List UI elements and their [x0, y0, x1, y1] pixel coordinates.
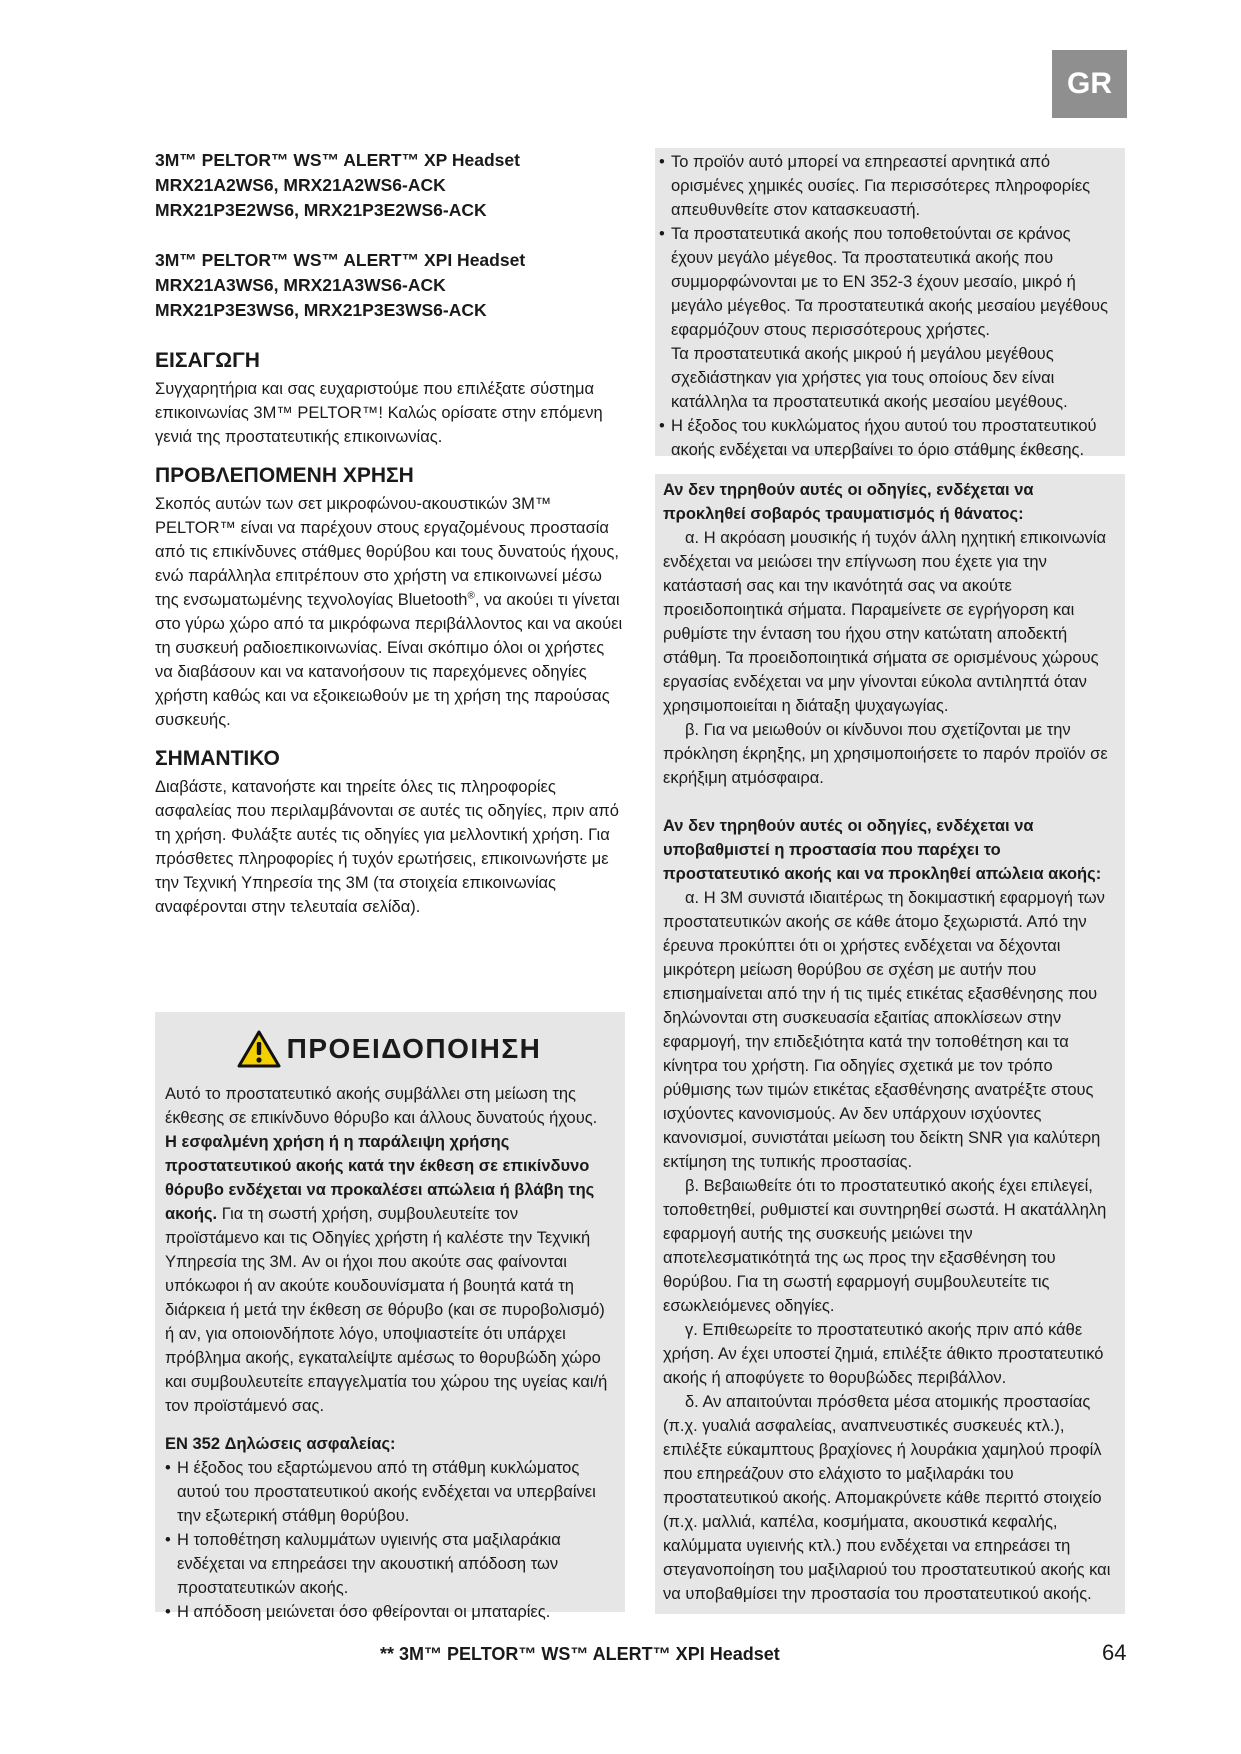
bullet-glyph: •	[165, 1459, 171, 1477]
list-item	[165, 1456, 613, 1528]
instruction-item: β. Για να μειωθούν οι κίνδυνοι που σχετίζονται με την πρόκληση έκρηξης, μη χρησιμοποιήσετε το παρόν προϊόν σε εκρήξιμη ατμόσφαιρα.	[663, 721, 1108, 787]
warning-text-1: Αυτό το προστατευτικό ακοής συμβάλλει στη μείωση της έκθεσης σε επικίνδυνο θόρυβο και άλλους δυνατούς ήχους.	[165, 1085, 598, 1127]
instruction-item: γ. Επιθεωρείτε το προστατευτικό ακοής πριν από κάθε χρήση. Αν έχει υποστεί ζημιά, επιλέξτε άθικτο προστατευτικό ακοής ή αποφύγετε το θορυβώδες περιβάλλον.	[663, 1321, 1104, 1387]
warning-text-2: Για τη σωστή χρήση, συμβουλευτείτε τον προϊστάμενο και τις Οδηγίες χρήστη ή καλέστε την Τεχνική Υπηρεσία της 3M. Αν οι ήχοι που ακούτε σας φαίνονται υπόκωφοι ή αν ακούτε κουδουνίσματα ή βουητά κατά τη διάρκεια ή μετά την έκθεση σε θόρυβο (και σε πυροβολισμό) ή αν, για οποιονδήποτε λόγο, υποψιαστείτε ότι υπάρχει πρόβλημα ακοής, εγκαταλείψτε αμέσως το θορυβώδη χώρο και συμβουλευτείτε επαγγελματία του χώρου της υγείας και/ή τον προϊστάμενό σας.	[165, 1205, 608, 1415]
list-item	[165, 1600, 613, 1624]
warning-title: ΠΡΟΕΙΔΟΠΟΙΗΣΗ	[286, 1033, 542, 1064]
warning-triangle-icon	[237, 1030, 281, 1068]
list-item	[659, 414, 1117, 462]
warning-title-row	[165, 1030, 613, 1068]
language-badge: GR	[1052, 50, 1127, 118]
list-item-text: Η απόδοση μειώνεται όσο φθείρονται οι μπαταρίες.	[177, 1603, 551, 1621]
intended-use-body	[155, 492, 625, 732]
intended-use-heading: ΠΡΟΒΛΕΠΟΜΕΝΗ ΧΡΗΣΗ	[155, 464, 414, 487]
list-item-text: Η τοποθέτηση καλυμμάτων υγιεινής στα μαξιλαράκια ενδέχεται να επηρεάσει την ακουστική απόδοση των προστατευτικών ακοής.	[177, 1531, 561, 1597]
product-group-xp	[155, 148, 625, 223]
list-item	[659, 222, 1117, 414]
important-body: Διαβάστε, κατανοήστε και τηρείτε όλες τις πληροφορίες ασφαλείας που περιλαμβάνονται σε αυτές τις οδηγίες, πριν από τη χρήση. Φυλάξτε αυτές τις οδηγίες για μελλοντική χρήση. Για πρόσθετες πληροφορίες ή τυχόν ερωτήσεις, επικοινωνήστε με την Τεχνική Υπηρεσία της 3M (τα στοιχεία επικοινωνίας αναφέρονται στην τελευταία σελίδα).	[155, 778, 619, 916]
serious-injury-heading: Αν δεν τηρηθούν αυτές οι οδηγίες, ενδέχεται να προκληθεί σοβαρός τραυματισμός ή θάνατος:	[663, 481, 1034, 523]
product-models: MRX21A2WS6, MRX21A2WS6-ACK	[155, 175, 446, 195]
warning-bold-text: Η εσφαλμένη χρήση ή η παράλειψη χρήσης προστατευτικού ακοής κατά την έκθεση σε επικίνδυνο θόρυβο ενδέχεται να προκαλέσει απώλεια ή βλάβη της ακοής.	[165, 1133, 595, 1223]
footer-title: ** 3M™ PELTOR™ WS™ ALERT™ XPI Headset	[380, 1644, 780, 1664]
size-text-1: Τα προστατευτικά ακοής που τοποθετούνται σε κράνος έχουν μεγάλο μέγεθος. Τα προστατευτικά ακοής που συμμορφώνονται με το EN 352-3 έχουν μεσαίο, μικρό ή μεγάλο μέγεθος. Τα προστατευτικά ακοής μεσαίου μεγέθους εφαρμόζουν στους περισσότερους χρήστες.	[671, 225, 1108, 339]
registered-mark: ®	[467, 590, 475, 602]
intended-use-text-1: Σκοπός αυτών των σετ μικροφώνου-ακουστικών 3M™ PELTOR™ είναι να παρέχουν στους εργαζομένους προστασία από τις επικίνδυνες στάθμες θορύβου και τους δυνατούς ήχους, ενώ παράλληλα επιτρέπουν στο χρήστη να επικοινωνεί μέσω της ενσωματωμένης τεχνολογίας Bluetooth	[155, 495, 619, 609]
instruction-item: α. Η 3M συνιστά ιδιαιτέρως τη δοκιμαστική εφαρμογή των προστατευτικών ακοής σε κάθε άτομο ξεχωριστά. Από την έρευνα προκύπτει ότι οι χρήστες ενδέχεται να δέχονται μικρότερη μείωση θορύβου σε σχέση με αυτήν που επισημαίνεται από την ή τις τιμές ετικέτας εξασθένησης που δηλώνονται στη συσκευασία εξαιτίας αποκλίσεων στην εφαρμογή, την επιδεξιότητα κατά την τοποθέτηση και τα κίνητρα του χρήστη. Για οδηγίες σχετικά με τον τρόπο ρύθμισης των τιμών ετικέτας εξασθένησης ανατρέξτε στους ισχύοντες κανονισμούς. Αν δεν υπάρχουν ισχύοντες κανονισμοί, συνιστάται μείωση του δείκτη SNR για καλύτερη εκτίμηση της τυπικής προστασίας.	[663, 889, 1105, 1171]
list-item-text	[671, 222, 1117, 414]
right-bottom-box	[655, 474, 1125, 1614]
product-group-xpi	[155, 248, 625, 323]
list-item	[659, 150, 1117, 222]
intro-heading: ΕΙΣΑΓΩΓΗ	[155, 349, 260, 372]
important-heading: ΣΗΜΑΝΤΙΚΟ	[155, 747, 280, 770]
bullet-glyph: •	[659, 417, 665, 435]
spacer	[663, 790, 1117, 814]
intended-use-text-2: , να ακούει τι γίνεται στο γύρω χώρο από τα μικρόφωνα περιβάλλοντος και να ακούει τη συσκευή ραδιοεπικοινωνίας. Είναι σκόπιμο όλοι οι χρήστες να διαβάσουν και να κατανοήσουν τις παρεχόμενες οδηγίες χρήστη καθώς και να εξοικειωθούν με τη χρήση της παρούσας συσκευής.	[155, 591, 623, 729]
list-item-text: Το προϊόν αυτό μπορεί να επηρεαστεί αρνητικά από ορισμένες χημικές ουσίες. Για περισσότερες πληροφορίες απευθυνθείτε στον κατασκευαστή.	[671, 153, 1091, 219]
warning-box	[155, 1012, 625, 1621]
right-top-box	[655, 148, 1125, 459]
warning-text	[165, 1082, 613, 1418]
bullet-glyph: •	[659, 153, 665, 171]
instruction-item: δ. Αν απαιτούνται πρόσθετα μέσα ατομικής προστασίας (π.χ. γυαλιά ασφαλείας, αναπνευστικές συσκευές κτλ.), επιλέξτε εύκαμπτους βραχίονες ή λουράκια χαμηλού προφίλ που επηρεάζουν στο ελάχιστο το μαξιλαράκι του προστατευτικού ακοής. Απομακρύνετε κάθε περιττό στοιχείο (π.χ. μαλλιά, καπέλα, κοσμήματα, ακουστικά κεφαλής, καλύμματα υγιεινής κτλ.) που ενδέχεται να επηρεάσει τη στεγανοποίηση του μαξιλαριού του προστατευτικού ακοής και να υποβαθμίσει την προστασία του προστατευτικού ακοής.	[663, 1393, 1111, 1603]
en352-heading: EN 352 Δηλώσεις ασφαλείας:	[165, 1435, 396, 1453]
bullet-glyph: •	[659, 225, 665, 243]
instruction-item: α. Η ακρόαση μουσικής ή τυχόν άλλη ηχητική επικοινωνία ενδέχεται να μειώσει την επίγνωση που έχετε για την κατάστασή σας και την ικανότητά σας να ακούτε προειδοποιητικά σήματα. Παραμείνετε σε εγρήγορση και ρυθμίστε την ένταση του ήχου στην κατώτατη αποδεκτή στάθμη. Τα προειδοποιητικά σήματα σε ορισμένους χώρους εργασίας ενδέχεται να μην γίνονται εύκολα αντιληπτά όταν χρησιμοποιείται η διάταξη ψυχαγωγίας.	[663, 529, 1106, 715]
list-item-text: Η έξοδος του κυκλώματος ήχου αυτού του προστατευτικού ακοής ενδέχεται να υπερβαίνει το όριο στάθμης έκθεσης.	[671, 417, 1097, 459]
left-column	[155, 148, 625, 933]
product-models: MRX21A3WS6, MRX21A3WS6-ACK	[155, 275, 446, 295]
product-title: 3M™ PELTOR™ WS™ ALERT™ XPI Headset	[155, 250, 526, 270]
product-models: MRX21P3E2WS6, MRX21P3E2WS6-ACK	[155, 200, 487, 220]
hearing-loss-heading: Αν δεν τηρηθούν αυτές οι οδηγίες, ενδέχεται να υποβαθμιστεί η προστασία που παρέχει το προστατευτικό ακοής και να προκληθεί απώλεια ακοής:	[663, 817, 1102, 883]
size-text-2: Τα προστατευτικά ακοής μικρού ή μεγάλου μεγέθους σχεδιάστηκαν για χρήστες για τους οποίους δεν είναι κατάλληλα τα προστατευτικά ακοής μεσαίου μεγέθους.	[671, 345, 1068, 411]
intro-body: Συγχαρητήρια και σας ευχαριστούμε που επιλέξατε σύστημα επικοινωνίας 3M™ PELTOR™! Καλώς ορίσατε στην επόμενη γενιά της προστατευτικής επικοινωνίας.	[155, 380, 603, 446]
list-item-text: Η έξοδος του εξαρτώμενου από τη στάθμη κυκλώματος αυτού του προστατευτικού ακοής ενδέχεται να υπερβαίνει την εξωτερική στάθμη θορύβου.	[177, 1459, 596, 1525]
bullet-glyph: •	[165, 1531, 171, 1549]
instruction-item: β. Βεβαιωθείτε ότι το προστατευτικό ακοής έχει επιλεγεί, τοποθετηθεί, ρυθμιστεί και συντηρηθεί σωστά. Η ακατάλληλη εφαρμογή αυτής της συσκευής μειώνει την αποτελεσματικότητά της ως προς την εξασθένηση του θορύβου. Για τη σωστή εφαρμογή συμβουλευτείτε τις εσωκλειόμενες οδηγίες.	[663, 1177, 1107, 1315]
bullet-glyph: •	[165, 1603, 171, 1621]
product-models: MRX21P3E3WS6, MRX21P3E3WS6-ACK	[155, 300, 487, 320]
product-title: 3M™ PELTOR™ WS™ ALERT™ XP Headset	[155, 150, 520, 170]
page-number: 64	[1102, 1640, 1127, 1665]
list-item	[165, 1528, 613, 1600]
